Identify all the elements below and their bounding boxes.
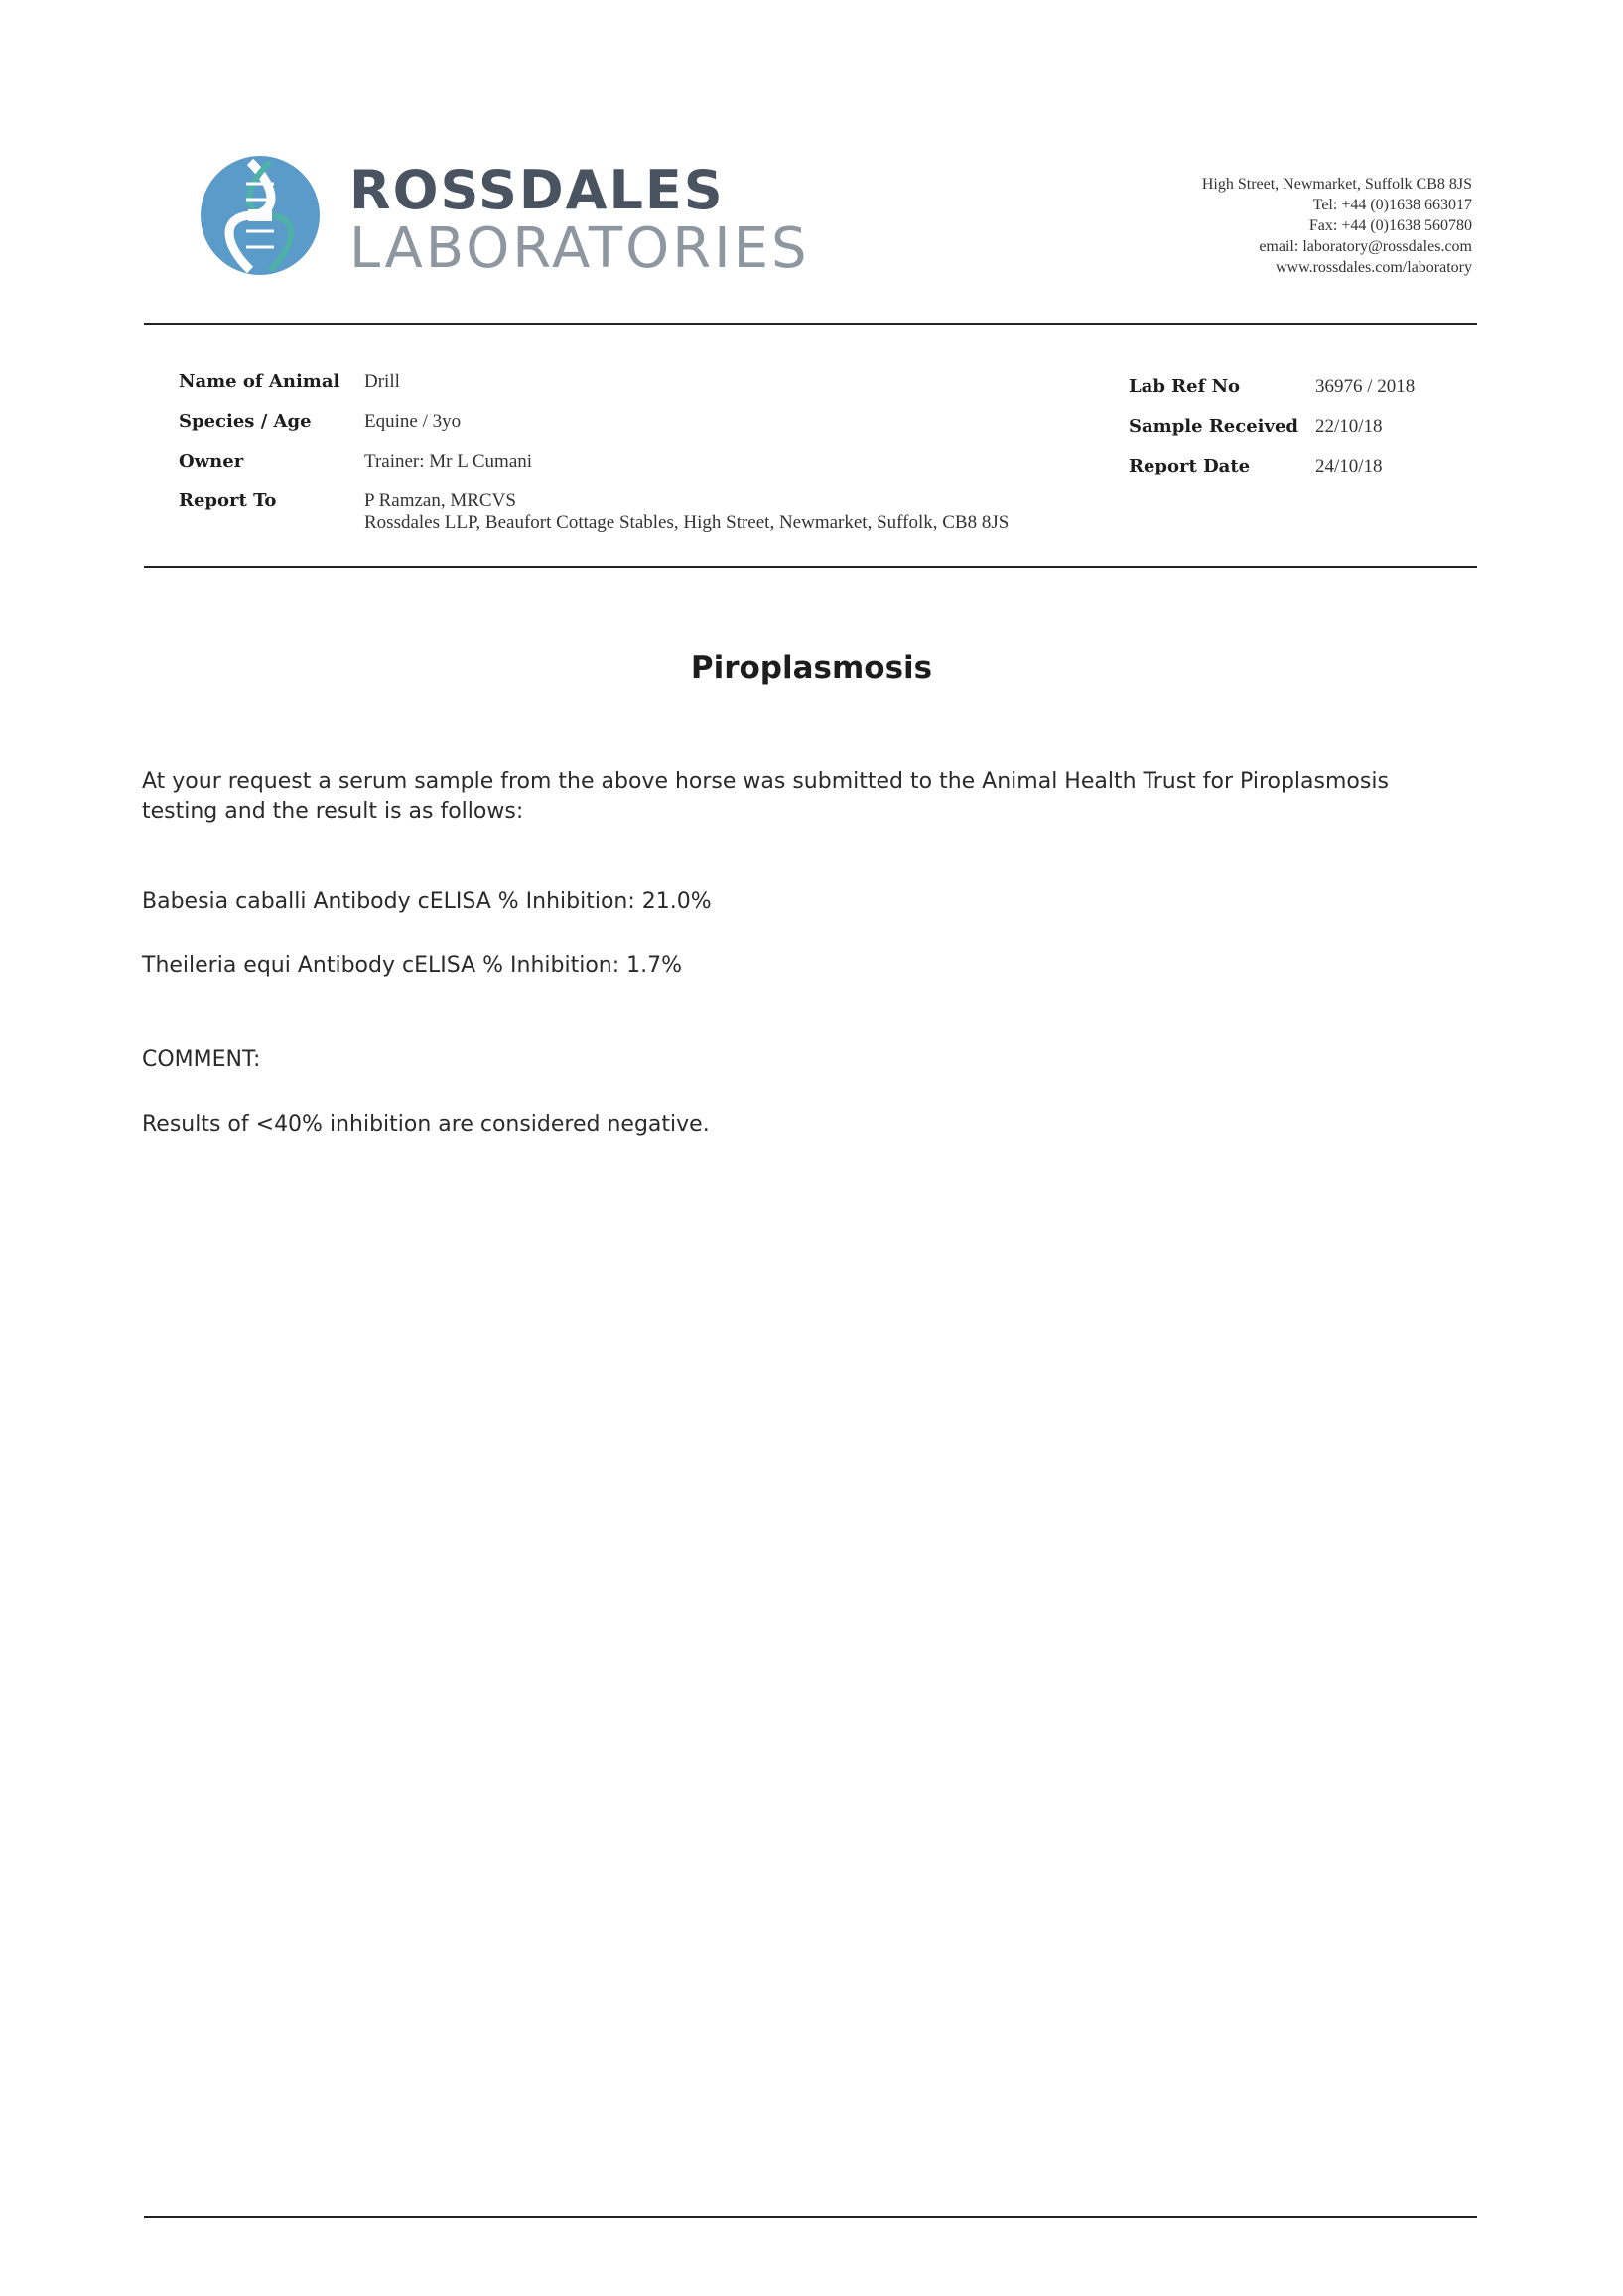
report-date-label: Report Date [1129, 456, 1251, 476]
comment-text: Results of <40% inhibition are considered negative. [142, 1112, 710, 1137]
report-to-address: Rossdales LLP, Beaufort Cottage Stables, High Street, Newmarket, Suffolk, CB8 8JS [364, 512, 1010, 533]
email-line: email: laboratory@rossdales.com [1259, 238, 1472, 255]
logo-wordmark-bottom: LABORATORIES [349, 216, 810, 281]
reference-values [1315, 367, 1415, 486]
website-line: www.rossdales.com/laboratory [1275, 259, 1472, 276]
comment-label: COMMENT: [142, 1047, 261, 1072]
report-title: Piroplasmosis [690, 650, 933, 686]
name-of-animal-value: Drill [364, 371, 400, 392]
sample-received-value: 22/10/18 [1315, 416, 1383, 437]
owner-label: Owner [179, 451, 244, 472]
species-age-value: Equine / 3yo [364, 411, 462, 432]
owner-value: Trainer: Mr L Cumani [364, 451, 533, 472]
babesia-result: Babesia caballi Antibody cELISA % Inhibition: 21.0% [142, 889, 712, 914]
intro-paragraph: At your request a serum sample from the above horse was submitted to the Animal Health Trust for Piroplasmosis testing and the result is as follows: [142, 769, 1389, 824]
reference-labels [1129, 367, 1298, 486]
dna-helix-logo-icon [199, 154, 323, 278]
animal-detail-values [364, 362, 1009, 534]
lab-ref-label: Lab Ref No [1129, 376, 1241, 397]
theileria-result: Theileria equi Antibody cELISA % Inhibition: 1.7% [142, 953, 683, 978]
footer-divider [144, 2216, 1477, 2218]
lab-ref-value: 36976 / 2018 [1315, 376, 1416, 397]
animal-detail-labels [179, 362, 339, 521]
species-age-label: Species / Age [179, 411, 312, 432]
details-divider [144, 566, 1477, 568]
phone-line: Tel: +44 (0)1638 663017 [1312, 197, 1472, 213]
logo-wordmark-top: ROSSDALES [349, 159, 725, 221]
lab-address-block [1202, 174, 1472, 278]
report-to-value: P Ramzan, MRCVS [364, 490, 516, 511]
report-date-value: 24/10/18 [1315, 456, 1383, 476]
name-of-animal-label: Name of Animal [179, 371, 340, 392]
address-line: High Street, Newmarket, Suffolk CB8 8JS [1201, 176, 1472, 193]
rossdales-logo [199, 149, 824, 288]
sample-received-label: Sample Received [1129, 416, 1299, 437]
header-divider [144, 323, 1477, 325]
fax-line: Fax: +44 (0)1638 560780 [1308, 217, 1472, 234]
report-to-label: Report To [179, 490, 277, 511]
